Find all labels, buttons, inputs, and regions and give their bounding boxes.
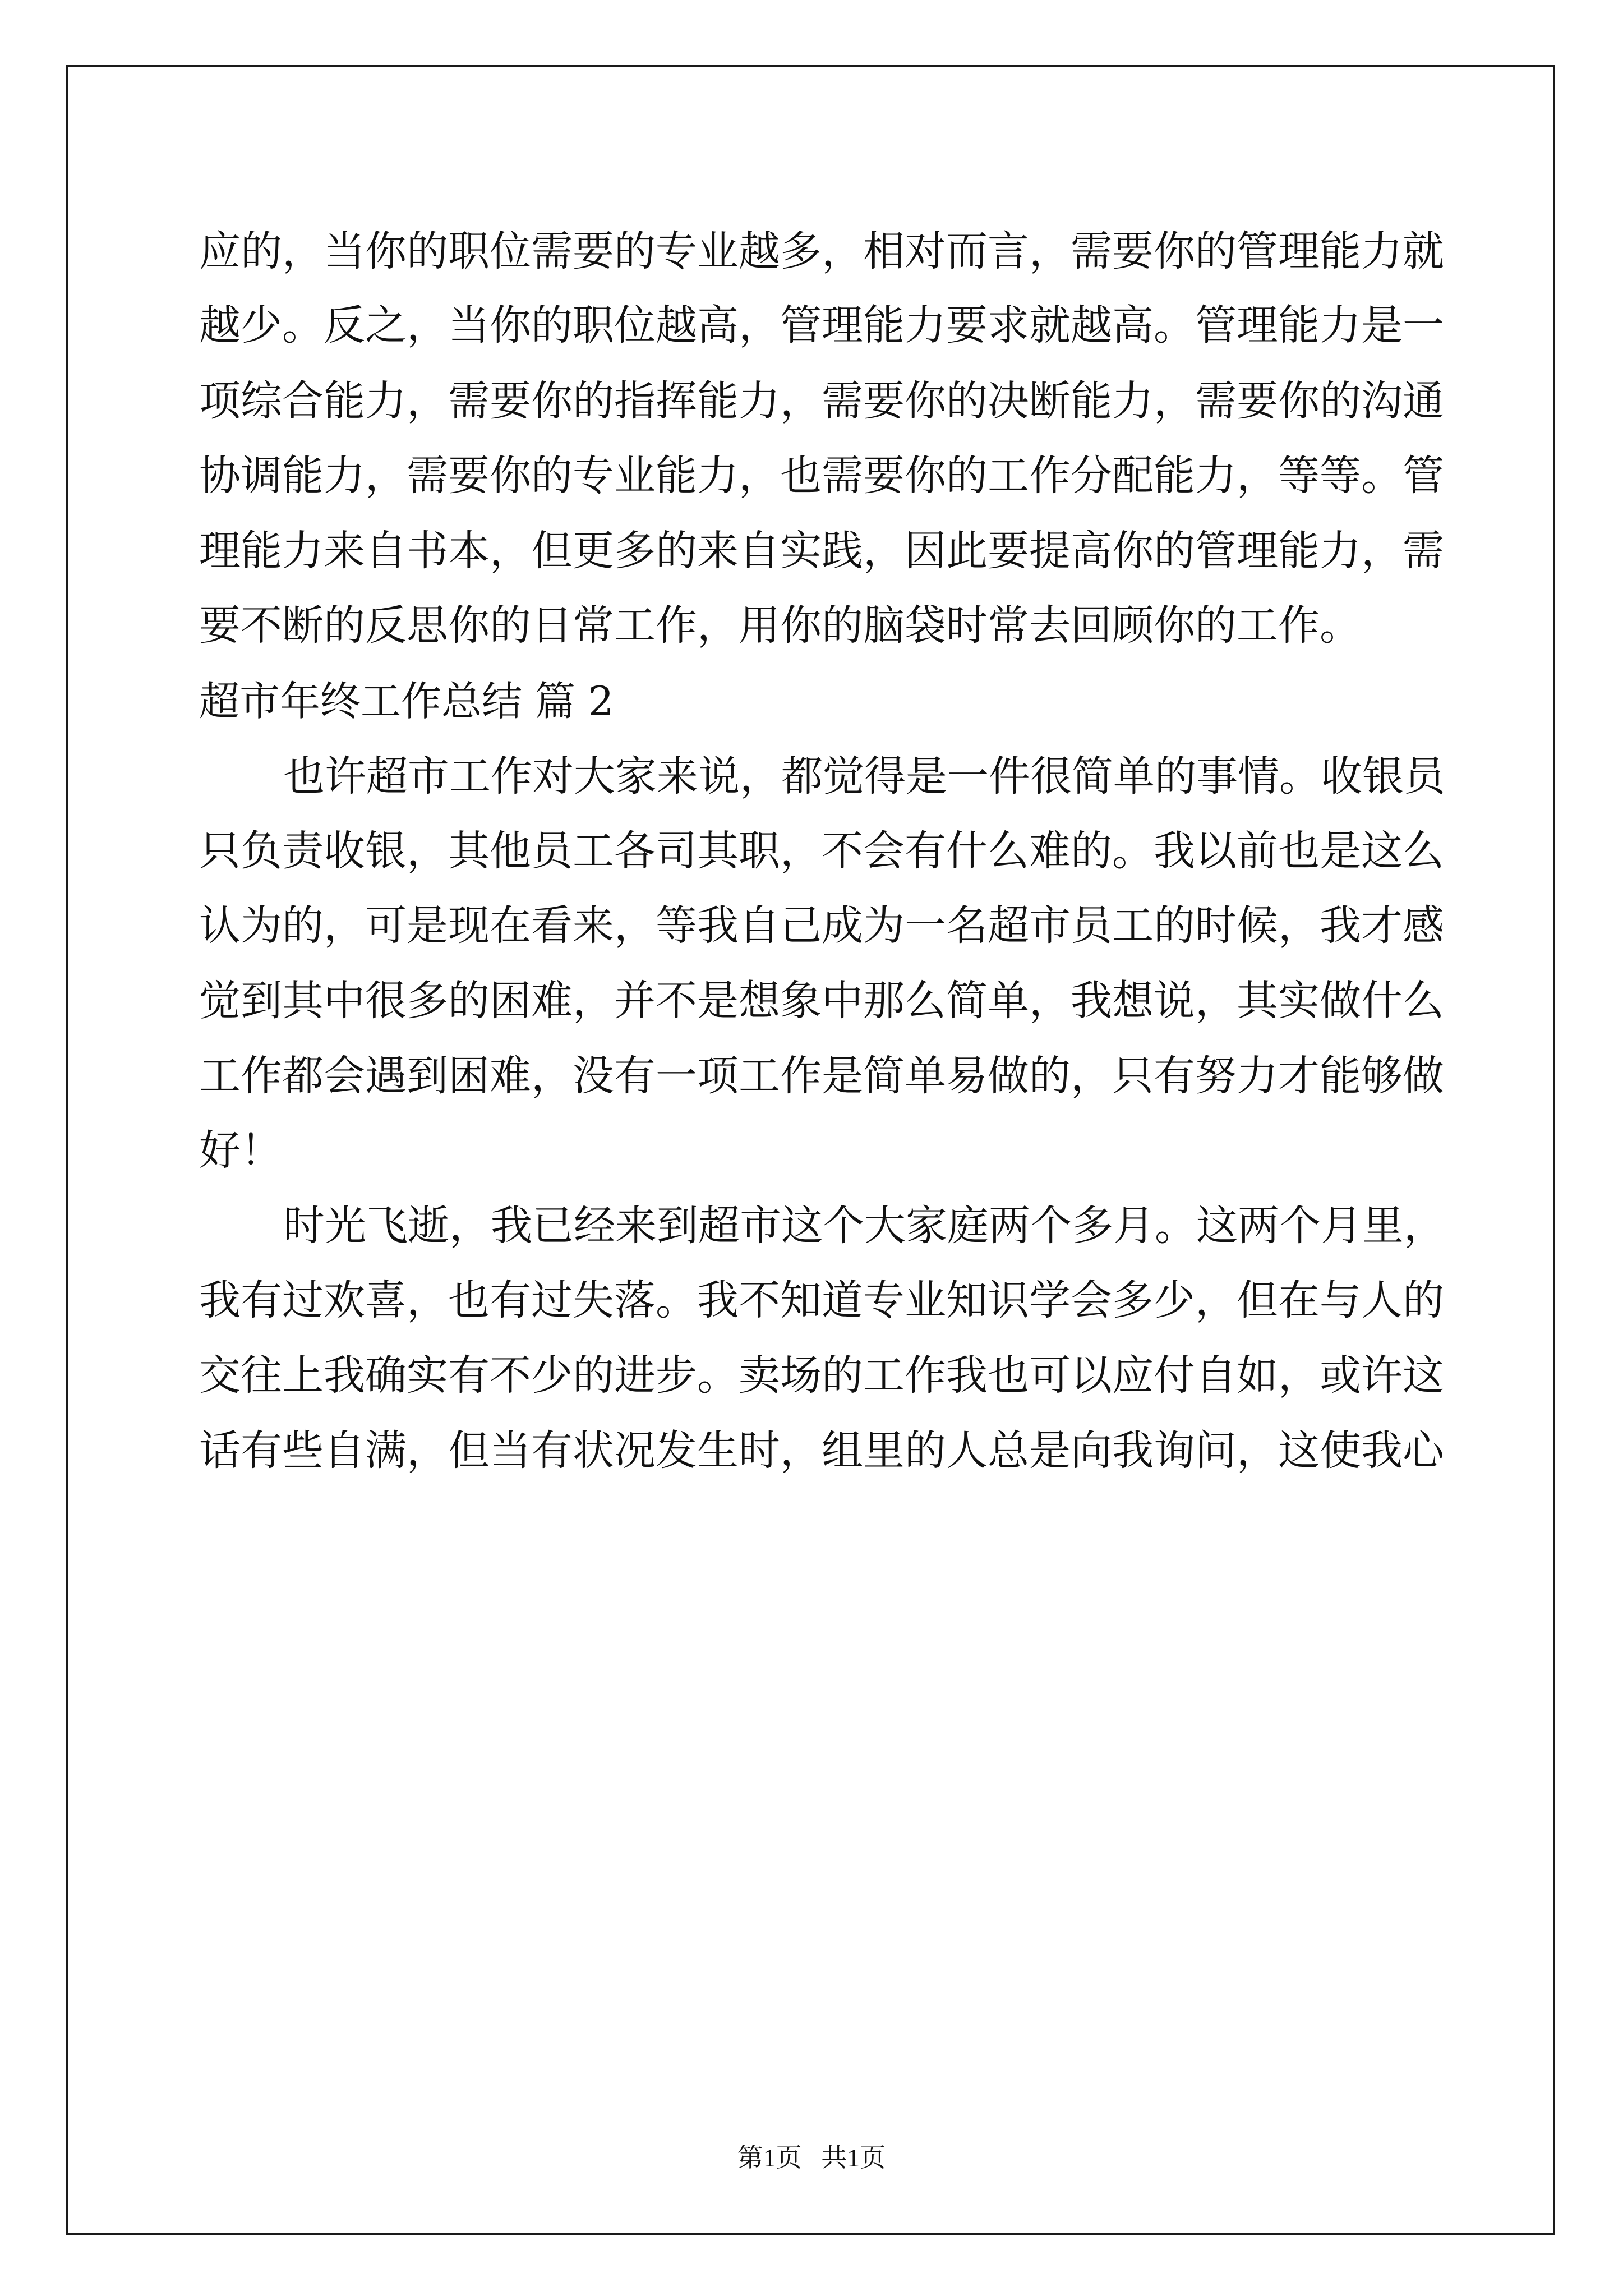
paragraph-1-line-5: 理能力来自书本，但更多的来自实践，因此要提高你的管理能力，需 (199, 527, 1444, 575)
paragraph-3-line-4: 话有些自满，但当有状况发生时，组里的人总是向我询问，这使我心 (199, 1427, 1444, 1475)
paragraph-2-line-5: 工作都会遇到困难，没有一项工作是简单易做的，只有努力才能够做 (199, 1052, 1444, 1100)
paragraph-3-line-1: 时光飞逝，我已经来到超市这个大家庭两个多月。这两个月里， (283, 1202, 1445, 1250)
paragraph-2-line-6: 好！ (199, 1126, 282, 1175)
page-footer: 第1页 共1页 (737, 2143, 886, 2172)
paragraph-1-line-1: 应的，当你的职位需要的专业越多，相对而言，需要你的管理能力就 (199, 227, 1444, 275)
paragraph-2-line-4: 觉到其中很多的困难，并不是想象中那么简单，我想说，其实做什么 (199, 977, 1444, 1025)
paragraph-3-line-2: 我有过欢喜，也有过失落。我不知道专业知识学会多少，但在与人的 (199, 1276, 1444, 1324)
paragraph-1-line-3: 项综合能力，需要你的指挥能力，需要你的决断能力，需要你的沟通 (199, 377, 1444, 425)
paragraph-2-line-2: 只负责收银，其他员工各司其职，不会有什么难的。我以前也是这么 (199, 827, 1444, 875)
section-heading: 超市年终工作总结 篇 2 (199, 678, 614, 725)
paragraph-2-line-3: 认为的，可是现在看来，等我自己成为一名超市员工的时候，我才感 (199, 901, 1444, 950)
paragraph-2-line-1: 也许超市工作对大家来说，都觉得是一件很简单的事情。收银员 (283, 752, 1445, 800)
paragraph-3-line-3: 交往上我确实有不少的进步。卖场的工作我也可以应付自如，或许这 (199, 1351, 1444, 1400)
paragraph-1-line-6: 要不断的反思你的日常工作，用你的脑袋时常去回顾你的工作。 (199, 601, 1361, 650)
paragraph-1-line-4: 协调能力，需要你的专业能力，也需要你的工作分配能力，等等。管 (199, 452, 1444, 500)
paragraph-1-line-2: 越少。反之，当你的职位越高，管理能力要求就越高。管理能力是一 (199, 301, 1444, 349)
